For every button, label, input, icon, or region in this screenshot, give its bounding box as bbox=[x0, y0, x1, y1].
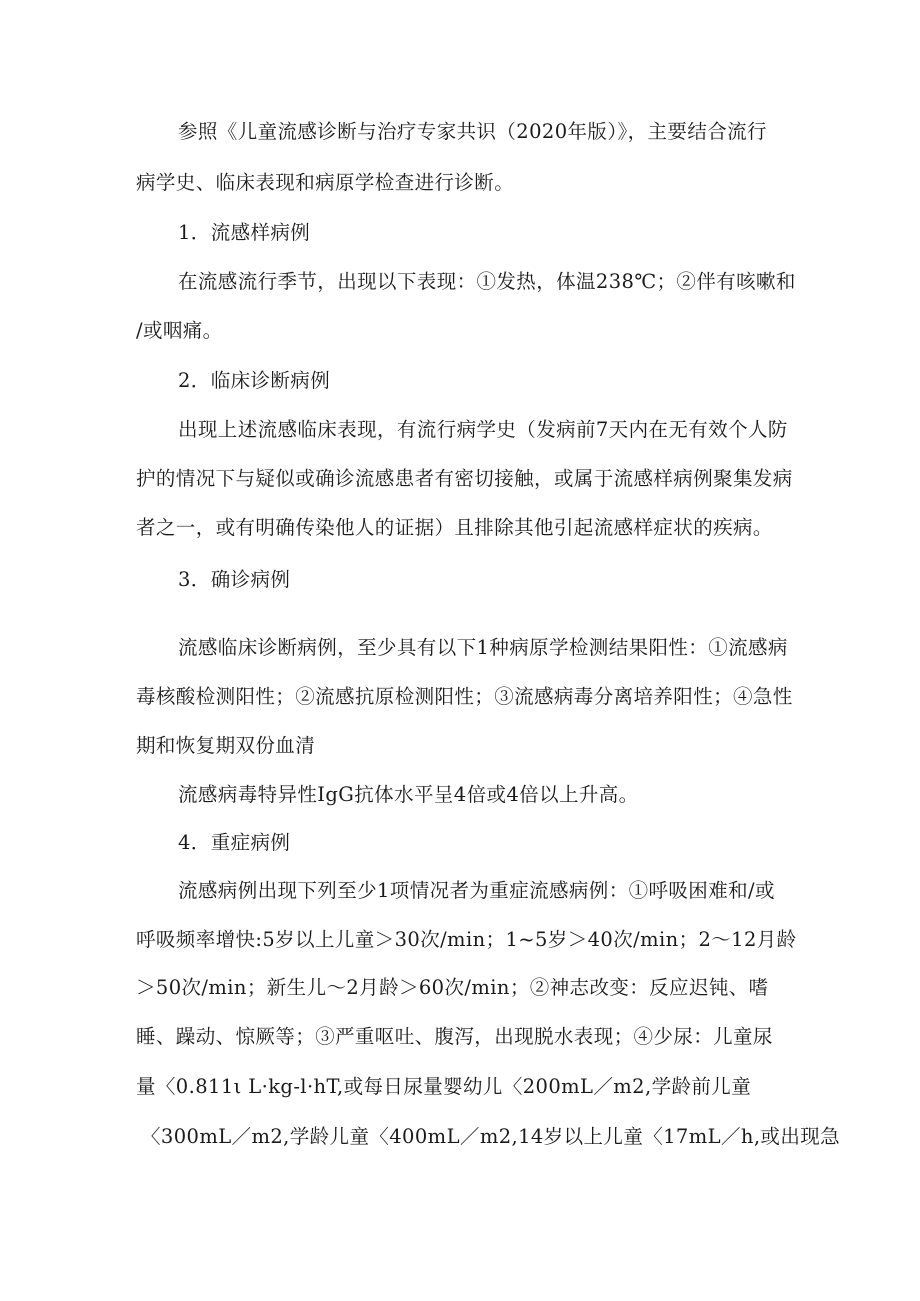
para-2-line-3: 者之一，或有明确传染他人的证据）且排除其他引起流感样症状的疾病。 bbox=[136, 516, 773, 539]
para-3b-line-1: 流感病毒特异性IgG抗体水平呈4倍或4倍以上升高。 bbox=[178, 783, 639, 806]
para-4-line-1: 流感病例出现下列至少1项情况者为重症流感病例：①呼吸困难和/或 bbox=[178, 879, 775, 902]
para-3-line-1: 流感临床诊断病例，至少具有以下1种病原学检测结果阳性：①流感病 bbox=[178, 636, 788, 659]
intro-line-1: 参照《儿童流感诊断与治疗专家共识（2020年版）》，主要结合流行 bbox=[178, 120, 767, 143]
para-3-line-3: 期和恢复期双份血清 bbox=[136, 734, 316, 757]
para-4-line-3: ＞50次/min；新生儿～2月龄＞60次/min；②神志改变：反应迟钝、嗜 bbox=[136, 976, 769, 999]
para-2-line-1: 出现上述流感临床表现，有流行病学史（发病前7天内在无有效个人防 bbox=[178, 418, 788, 441]
section-heading-2: 2．临床诊断病例 bbox=[178, 369, 331, 392]
para-4-line-2: 呼吸频率增快:5岁以上儿童＞30次/min；1~5岁＞40次/min；2～12月龄 bbox=[136, 928, 797, 951]
intro-line-2: 病学史、临床表现和病原学检查进行诊断。 bbox=[136, 171, 515, 194]
para-4-line-6: 〈300mL／m2,学龄儿童〈400mL／m2,14岁以上儿童〈17mL／h,或出现急 bbox=[141, 1125, 841, 1148]
para-3-line-2: 毒核酸检测阳性；②流感抗原检测阳性；③流感病毒分离培养阳性；④急性 bbox=[136, 685, 793, 708]
section-heading-3: 3．确诊病例 bbox=[178, 568, 291, 591]
para-1-line-2: /或咽痛。 bbox=[136, 319, 223, 342]
section-heading-1: 1．流感样病例 bbox=[178, 221, 311, 244]
para-2-line-2: 护的情况下与疑似或确诊流感患者有密切接触，或属于流感样病例聚集发病 bbox=[136, 467, 793, 490]
para-4-line-4: 睡、躁动、惊厥等；③严重呕吐、腹泻，出现脱水表现；④少尿：儿童尿 bbox=[136, 1025, 773, 1048]
para-4-line-5: 量〈0.811ι L·kg-l·hT,或每日尿量婴幼儿〈200mL／m2,学龄前儿童 bbox=[136, 1075, 752, 1098]
para-1-line-1: 在流感流行季节，出现以下表现：①发热，体温238℃；②伴有咳嗽和 bbox=[178, 270, 796, 293]
section-heading-4: 4．重症病例 bbox=[178, 831, 291, 854]
